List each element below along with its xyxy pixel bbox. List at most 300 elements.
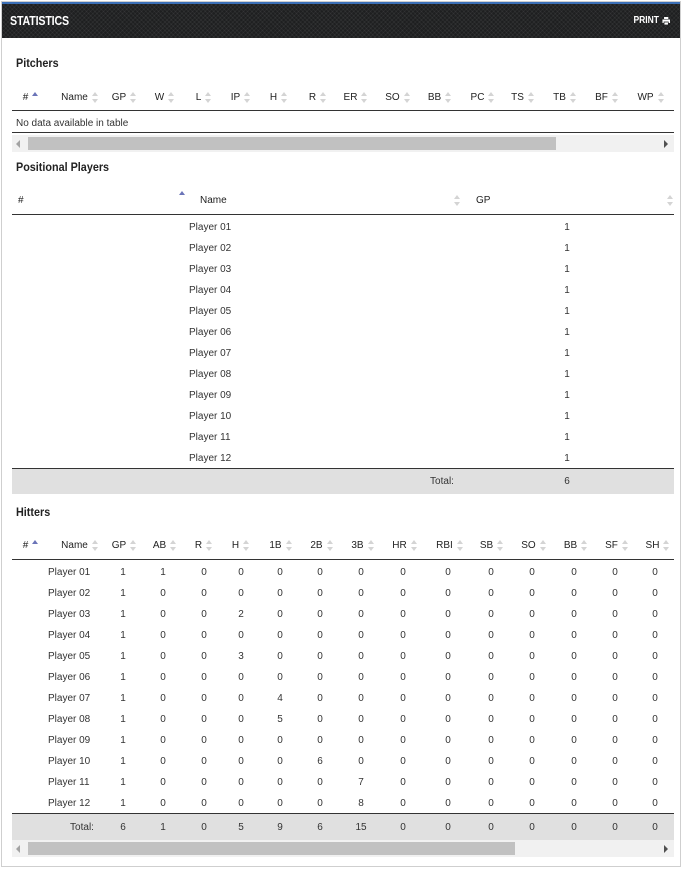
stat-bb: 0 bbox=[571, 609, 577, 620]
stat-1b: 0 bbox=[277, 756, 283, 767]
stat-3b: 0 bbox=[358, 567, 364, 578]
pitchers-scroll-thumb[interactable] bbox=[28, 137, 556, 150]
column-header-label: R bbox=[308, 91, 317, 103]
stat-ab: 0 bbox=[160, 672, 166, 683]
stat-rbi: 0 bbox=[445, 714, 451, 725]
stat-so: 0 bbox=[529, 777, 535, 788]
table-row bbox=[12, 667, 674, 688]
player-gp: 1 bbox=[564, 390, 570, 401]
sort-icon bbox=[404, 92, 411, 103]
column-header-label: BF bbox=[595, 91, 608, 103]
title-bar bbox=[2, 2, 680, 38]
column-header-label: 2B bbox=[310, 540, 323, 551]
column-header-ip[interactable] bbox=[225, 84, 257, 110]
printer-icon bbox=[662, 17, 670, 25]
stat-1b: 4 bbox=[277, 693, 283, 704]
stat-rbi: 0 bbox=[445, 630, 451, 641]
player-name: Player 06 bbox=[189, 327, 232, 338]
stat-sb: 0 bbox=[488, 630, 494, 641]
player-gp: 1 bbox=[564, 432, 570, 443]
stat-bb: 0 bbox=[571, 588, 577, 599]
column-header-1b[interactable] bbox=[265, 532, 297, 559]
column-header-name[interactable] bbox=[54, 84, 106, 110]
column-header-gp[interactable] bbox=[109, 532, 140, 559]
player-name: Player 03 bbox=[48, 609, 91, 620]
stat-sb: 0 bbox=[488, 714, 494, 725]
table-row bbox=[12, 427, 674, 448]
stat-bb: 0 bbox=[571, 735, 577, 746]
stat-ab: 0 bbox=[160, 693, 166, 704]
player-gp: 1 bbox=[564, 264, 570, 275]
positional-players-title: Positional Players bbox=[16, 160, 110, 174]
column-header-number[interactable] bbox=[18, 84, 44, 110]
stat-hr: 0 bbox=[400, 651, 406, 662]
stat-bb: 0 bbox=[571, 567, 577, 578]
stat-2b: 0 bbox=[317, 714, 323, 725]
stat-3b: 0 bbox=[358, 630, 364, 641]
column-header-label: SH bbox=[645, 540, 660, 551]
stat-ab: 0 bbox=[160, 651, 166, 662]
stat-gp: 1 bbox=[120, 588, 126, 599]
stat-ab: 0 bbox=[160, 588, 166, 599]
stat-1b: 0 bbox=[277, 651, 283, 662]
stat-1b: 0 bbox=[277, 735, 283, 746]
player-gp: 1 bbox=[564, 306, 570, 317]
column-header-label: BB bbox=[563, 540, 578, 551]
column-header-sf[interactable] bbox=[601, 532, 633, 559]
scroll-right-icon[interactable] bbox=[664, 845, 668, 853]
table-row bbox=[12, 322, 674, 343]
table-row bbox=[12, 772, 674, 793]
table-row bbox=[12, 688, 674, 709]
stat-hr: 0 bbox=[400, 714, 406, 725]
stat-3b: 0 bbox=[358, 588, 364, 599]
column-header-bb[interactable] bbox=[559, 532, 593, 559]
stat-1b: 0 bbox=[277, 672, 283, 683]
stat-hr: 0 bbox=[400, 567, 406, 578]
pitchers-scrollbar[interactable] bbox=[12, 135, 674, 152]
player-name: Player 04 bbox=[48, 630, 91, 641]
stat-hr: 0 bbox=[400, 756, 406, 767]
positional-total-gp: 6 bbox=[564, 476, 570, 487]
column-header-name[interactable] bbox=[200, 187, 470, 214]
column-header-label: L bbox=[195, 91, 202, 103]
stat-sf: 0 bbox=[612, 651, 618, 662]
sort-icon bbox=[281, 92, 288, 103]
column-header-sb[interactable] bbox=[475, 532, 509, 559]
stat-hr: 0 bbox=[400, 693, 406, 704]
sort-icon bbox=[320, 92, 327, 103]
statistics-panel bbox=[1, 1, 681, 867]
sort-icon bbox=[581, 540, 588, 551]
stat-sb: 0 bbox=[488, 777, 494, 788]
hitters-scrollbar[interactable] bbox=[12, 840, 674, 857]
scroll-left-icon[interactable] bbox=[16, 140, 20, 148]
sort-icon bbox=[286, 540, 293, 551]
player-name: Player 04 bbox=[189, 285, 232, 296]
sort-icon bbox=[497, 540, 504, 551]
stat-sb: 0 bbox=[488, 588, 494, 599]
sort-ascending-icon bbox=[179, 191, 186, 202]
player-name: Player 09 bbox=[48, 735, 91, 746]
column-header-w[interactable] bbox=[150, 84, 180, 110]
sort-icon bbox=[457, 540, 464, 551]
stat-bb: 0 bbox=[571, 714, 577, 725]
sort-icon bbox=[130, 540, 137, 551]
sort-icon bbox=[368, 540, 375, 551]
stat-r: 0 bbox=[201, 735, 207, 746]
stat-so: 0 bbox=[529, 651, 535, 662]
stat-3b: 0 bbox=[358, 714, 364, 725]
column-header-er[interactable] bbox=[339, 84, 373, 110]
stat-1b: 0 bbox=[277, 630, 283, 641]
stat-so: 0 bbox=[529, 630, 535, 641]
stat-so: 0 bbox=[529, 567, 535, 578]
player-name: Player 02 bbox=[189, 243, 232, 254]
sort-ascending-icon bbox=[32, 92, 39, 103]
stat-ab: 0 bbox=[160, 756, 166, 767]
column-header-label: 1B bbox=[269, 540, 282, 551]
stat-3b: 0 bbox=[358, 735, 364, 746]
stat-sf: 0 bbox=[612, 798, 618, 809]
column-header-h[interactable] bbox=[225, 532, 257, 559]
column-header-hr[interactable] bbox=[387, 532, 423, 559]
stat-hr: 0 bbox=[400, 630, 406, 641]
print-label: PRINT bbox=[633, 15, 659, 26]
hitters-total-row bbox=[12, 813, 674, 840]
stat-2b: 0 bbox=[317, 798, 323, 809]
sort-icon bbox=[488, 92, 495, 103]
stat-bb: 0 bbox=[571, 672, 577, 683]
stat-gp: 1 bbox=[120, 777, 126, 788]
column-header-label: IP bbox=[230, 91, 241, 103]
total-bb: 0 bbox=[571, 821, 577, 833]
table-row bbox=[12, 583, 674, 604]
stat-bb: 0 bbox=[571, 630, 577, 641]
column-header-label: HR bbox=[392, 540, 407, 551]
player-name: Player 01 bbox=[48, 567, 91, 578]
sort-icon bbox=[570, 92, 577, 103]
stat-3b: 7 bbox=[358, 777, 364, 788]
player-name: Player 08 bbox=[48, 714, 91, 725]
player-gp: 1 bbox=[564, 411, 570, 422]
stat-3b: 0 bbox=[358, 756, 364, 767]
column-header-r[interactable] bbox=[190, 532, 218, 559]
column-header-label: W bbox=[154, 91, 165, 103]
stat-rbi: 0 bbox=[445, 735, 451, 746]
sort-icon bbox=[622, 540, 629, 551]
stat-3b: 0 bbox=[358, 672, 364, 683]
stat-r: 0 bbox=[201, 609, 207, 620]
stat-r: 0 bbox=[201, 714, 207, 725]
table-row bbox=[12, 793, 674, 814]
positional-total-row bbox=[12, 468, 674, 494]
stat-so: 0 bbox=[529, 588, 535, 599]
column-header-h[interactable] bbox=[265, 84, 293, 110]
column-header-label: H bbox=[231, 540, 240, 551]
column-header-label: SB bbox=[479, 540, 494, 551]
stat-sf: 0 bbox=[612, 609, 618, 620]
stat-r: 0 bbox=[201, 630, 207, 641]
table-row bbox=[12, 280, 674, 301]
pitchers-table-bottom bbox=[12, 132, 674, 133]
stat-rbi: 0 bbox=[445, 798, 451, 809]
pitchers-empty-message: No data available in table bbox=[16, 118, 129, 129]
column-header-so[interactable] bbox=[517, 532, 551, 559]
stat-sb: 0 bbox=[488, 609, 494, 620]
player-name: Player 10 bbox=[189, 411, 232, 422]
column-header-label: AB bbox=[152, 540, 167, 551]
pitchers-table-header bbox=[12, 84, 674, 111]
column-header-so[interactable] bbox=[382, 84, 414, 110]
column-header-r[interactable] bbox=[305, 84, 331, 110]
sort-icon bbox=[327, 540, 334, 551]
stat-2b: 0 bbox=[317, 567, 323, 578]
stat-rbi: 0 bbox=[445, 672, 451, 683]
stat-so: 0 bbox=[529, 693, 535, 704]
stat-1b: 0 bbox=[277, 609, 283, 620]
print-button[interactable] bbox=[633, 15, 670, 26]
stat-rbi: 0 bbox=[445, 588, 451, 599]
stat-r: 0 bbox=[201, 588, 207, 599]
stat-hr: 0 bbox=[400, 798, 406, 809]
column-header-tb[interactable] bbox=[549, 84, 581, 110]
column-header-label: SO bbox=[521, 540, 536, 551]
stat-ab: 0 bbox=[160, 777, 166, 788]
sort-icon bbox=[658, 92, 665, 103]
sort-icon bbox=[667, 195, 674, 206]
total-r: 0 bbox=[201, 821, 207, 833]
stat-so: 0 bbox=[529, 735, 535, 746]
stat-sh: 0 bbox=[652, 567, 658, 578]
total-sb: 0 bbox=[488, 821, 494, 833]
column-header-ts[interactable] bbox=[507, 84, 539, 110]
table-row bbox=[12, 625, 674, 646]
sort-icon bbox=[528, 92, 535, 103]
sort-icon bbox=[612, 92, 619, 103]
stat-sh: 0 bbox=[652, 672, 658, 683]
column-header-label: WP bbox=[637, 91, 654, 103]
stat-2b: 0 bbox=[317, 693, 323, 704]
total-rbi: 0 bbox=[445, 821, 451, 833]
player-name: Player 05 bbox=[189, 306, 232, 317]
player-name: Player 07 bbox=[48, 693, 91, 704]
stat-1b: 5 bbox=[277, 714, 283, 725]
stat-bb: 0 bbox=[571, 651, 577, 662]
stat-r: 0 bbox=[201, 567, 207, 578]
stat-1b: 0 bbox=[277, 777, 283, 788]
stat-h: 0 bbox=[238, 714, 244, 725]
column-header-number[interactable] bbox=[18, 187, 188, 214]
stat-3b: 0 bbox=[358, 651, 364, 662]
table-row bbox=[12, 238, 674, 259]
column-header-bb[interactable] bbox=[424, 84, 456, 110]
stat-hr: 0 bbox=[400, 609, 406, 620]
stat-sf: 0 bbox=[612, 630, 618, 641]
column-header-ab[interactable] bbox=[150, 532, 180, 559]
column-header-gp[interactable] bbox=[109, 84, 140, 110]
stat-gp: 1 bbox=[120, 672, 126, 683]
column-header-2b[interactable] bbox=[305, 532, 339, 559]
column-header-label: # bbox=[18, 195, 24, 206]
total-2b: 6 bbox=[317, 821, 323, 833]
stat-so: 0 bbox=[529, 609, 535, 620]
column-header-sh[interactable] bbox=[642, 532, 674, 559]
stat-h: 2 bbox=[238, 609, 244, 620]
sort-icon bbox=[244, 92, 251, 103]
total-sf: 0 bbox=[612, 821, 618, 833]
scroll-right-icon[interactable] bbox=[664, 140, 668, 148]
stat-3b: 8 bbox=[358, 798, 364, 809]
stat-3b: 0 bbox=[358, 693, 364, 704]
positional-total-label: Total: bbox=[430, 476, 454, 487]
table-row bbox=[12, 604, 674, 625]
sort-icon bbox=[454, 195, 461, 206]
stat-2b: 0 bbox=[317, 651, 323, 662]
column-header-label: GP bbox=[111, 91, 127, 103]
stat-sf: 0 bbox=[612, 693, 618, 704]
table-row bbox=[12, 217, 674, 238]
column-header-label: Name bbox=[61, 540, 88, 551]
stat-2b: 0 bbox=[317, 777, 323, 788]
column-header-label: ER bbox=[343, 91, 358, 103]
column-header-rbi[interactable] bbox=[430, 532, 470, 559]
total-1b: 9 bbox=[277, 821, 283, 833]
column-header-label: BB bbox=[427, 91, 442, 103]
positional-table-header bbox=[12, 187, 674, 215]
stat-2b: 0 bbox=[317, 672, 323, 683]
stat-sb: 0 bbox=[488, 798, 494, 809]
stat-hr: 0 bbox=[400, 588, 406, 599]
stat-sf: 0 bbox=[612, 777, 618, 788]
stat-h: 0 bbox=[238, 693, 244, 704]
sort-icon bbox=[445, 92, 452, 103]
column-header-wp[interactable] bbox=[632, 84, 670, 110]
stat-h: 0 bbox=[238, 735, 244, 746]
total-gp: 6 bbox=[120, 821, 126, 833]
player-gp: 1 bbox=[564, 348, 570, 359]
stat-sf: 0 bbox=[612, 756, 618, 767]
hitters-table-header bbox=[12, 532, 674, 560]
stat-ab: 0 bbox=[160, 798, 166, 809]
stat-r: 0 bbox=[201, 798, 207, 809]
stat-rbi: 0 bbox=[445, 651, 451, 662]
stat-gp: 1 bbox=[120, 693, 126, 704]
stat-sf: 0 bbox=[612, 672, 618, 683]
stat-sb: 0 bbox=[488, 693, 494, 704]
column-header-pc[interactable] bbox=[466, 84, 500, 110]
stat-sh: 0 bbox=[652, 588, 658, 599]
hitters-title: Hitters bbox=[16, 505, 51, 519]
stat-ab: 1 bbox=[160, 567, 166, 578]
stat-r: 0 bbox=[201, 651, 207, 662]
player-name: Player 12 bbox=[189, 453, 232, 464]
player-name: Player 10 bbox=[48, 756, 91, 767]
stat-so: 0 bbox=[529, 756, 535, 767]
sort-ascending-icon bbox=[32, 540, 39, 551]
sort-icon bbox=[170, 540, 177, 551]
stat-hr: 0 bbox=[400, 735, 406, 746]
stat-so: 0 bbox=[529, 672, 535, 683]
stat-1b: 0 bbox=[277, 588, 283, 599]
table-row bbox=[12, 562, 674, 583]
stat-gp: 1 bbox=[120, 630, 126, 641]
player-name: Player 03 bbox=[189, 264, 232, 275]
stat-3b: 0 bbox=[358, 609, 364, 620]
stat-r: 0 bbox=[201, 693, 207, 704]
table-row bbox=[12, 751, 674, 772]
table-row bbox=[12, 448, 674, 469]
total-3b: 15 bbox=[355, 821, 367, 833]
column-header-3b[interactable] bbox=[346, 532, 380, 559]
column-header-label: R bbox=[194, 540, 203, 551]
column-header-gp[interactable] bbox=[476, 187, 682, 214]
scroll-left-icon[interactable] bbox=[16, 845, 20, 853]
column-header-l[interactable] bbox=[190, 84, 218, 110]
stat-gp: 1 bbox=[120, 798, 126, 809]
sort-icon bbox=[206, 540, 213, 551]
stat-sh: 0 bbox=[652, 714, 658, 725]
stat-h: 0 bbox=[238, 588, 244, 599]
column-header-label: # bbox=[22, 91, 29, 103]
column-header-bf[interactable] bbox=[591, 84, 623, 110]
stat-sh: 0 bbox=[652, 798, 658, 809]
stat-r: 0 bbox=[201, 672, 207, 683]
stat-so: 0 bbox=[529, 714, 535, 725]
pitchers-title: Pitchers bbox=[16, 56, 59, 70]
stat-h: 0 bbox=[238, 672, 244, 683]
stat-bb: 0 bbox=[571, 693, 577, 704]
stat-sh: 0 bbox=[652, 609, 658, 620]
stat-sh: 0 bbox=[652, 651, 658, 662]
column-header-label: SF bbox=[605, 540, 618, 551]
stat-ab: 0 bbox=[160, 609, 166, 620]
total-sh: 0 bbox=[652, 821, 658, 833]
column-header-label: TS bbox=[511, 91, 524, 103]
player-name: Player 01 bbox=[189, 222, 232, 233]
player-name: Player 06 bbox=[48, 672, 91, 683]
sort-icon bbox=[243, 540, 250, 551]
player-gp: 1 bbox=[564, 369, 570, 380]
total-so: 0 bbox=[529, 821, 535, 833]
stat-sb: 0 bbox=[488, 567, 494, 578]
player-name: Player 12 bbox=[48, 798, 91, 809]
sort-icon bbox=[361, 92, 368, 103]
stat-2b: 0 bbox=[317, 588, 323, 599]
hitters-total-label: Total: bbox=[70, 821, 94, 833]
table-row bbox=[12, 343, 674, 364]
stat-sh: 0 bbox=[652, 630, 658, 641]
hitters-scroll-thumb[interactable] bbox=[28, 842, 515, 855]
column-header-name[interactable] bbox=[54, 532, 106, 559]
stat-r: 0 bbox=[201, 777, 207, 788]
stat-2b: 0 bbox=[317, 735, 323, 746]
stat-sb: 0 bbox=[488, 756, 494, 767]
stat-bb: 0 bbox=[571, 756, 577, 767]
column-header-number[interactable] bbox=[18, 532, 44, 559]
stat-sh: 0 bbox=[652, 777, 658, 788]
stat-gp: 1 bbox=[120, 735, 126, 746]
stat-ab: 0 bbox=[160, 714, 166, 725]
stat-r: 0 bbox=[201, 756, 207, 767]
player-gp: 1 bbox=[564, 285, 570, 296]
player-gp: 1 bbox=[564, 222, 570, 233]
stat-sb: 0 bbox=[488, 651, 494, 662]
stat-ab: 0 bbox=[160, 735, 166, 746]
column-header-label: PC bbox=[470, 91, 485, 103]
stat-gp: 1 bbox=[120, 756, 126, 767]
sort-icon bbox=[168, 92, 175, 103]
